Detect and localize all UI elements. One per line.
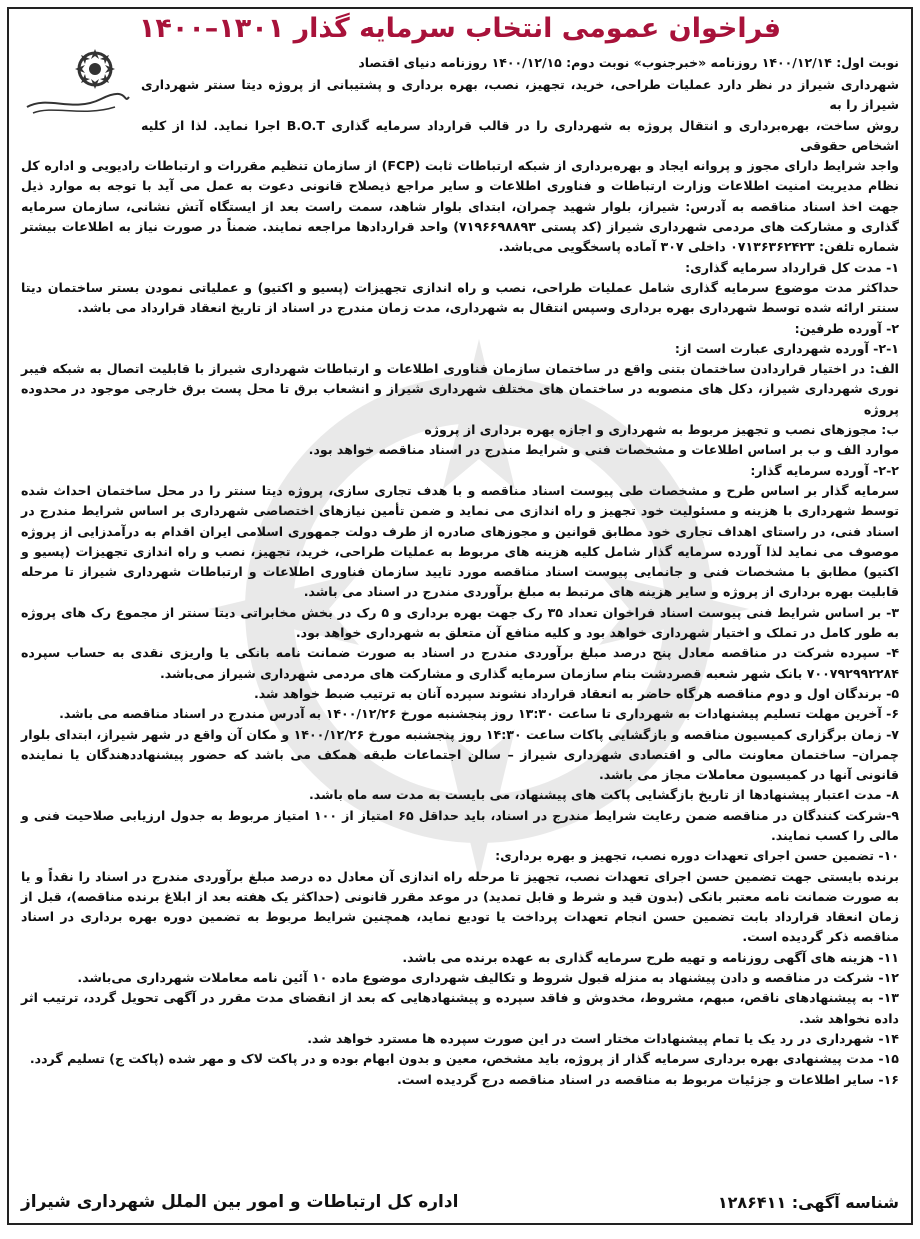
page-title: فراخوان عمومی انتخاب سرمایه گذار ۱۳۰۱–۱۴۰۰ <box>138 13 782 44</box>
section-2-2-text: سرمایه گذار بر اساس طرح و مشخصات طی پیوست اسناد مناقصه و با هدف تجاری سازی، پروژه دیتا سنتر را در محل ساختمان احداث شده توسط شهرداری با هزینه و مسئولیت خود تجهیز و راه اندازی می نماید و ضمن تأمین نیازهای اختصاصی شهرداری بر اساس شرایط مندرج در اسناد فنی، در راستای اهداف تجاری خود مطابق قوانین و مجوزهای صادره از طرف دولت جمهوری اسلامی ایران اقدام به درآمدزایی از پروژه موصوف می نماید لذا آورده سرمایه گذار شامل کلیه هزینه های مربوط به عملیات طراحی، خرید، تجهیز، نصب و راه اندازی تجهیزات (پسیو و اکتیو) مطابق با مشخصات فنی و جانمایی پیوست اسناد مناقصه مورد تایید سازمان فناوری اطلاعات و ارتباطات شهرداری شیراز تا مرحله قابلیت بهره برداری از پروژه و سایر هزینه های مرتبط به مبلغ برآوردی مندرج در اسناد می باشد. <box>21 482 899 600</box>
section-5: ۵- برندگان اول و دوم مناقصه هرگاه حاضر به انعقاد قرارداد نشوند سپرده آنان به ترتیب ضبط خواهد شد. <box>253 685 899 701</box>
section-10-title: ۱۰- تضمین حسن اجرای تعهدات دوره نصب، تجهیز و بهره برداری: <box>495 848 899 864</box>
section-6: ۶- آخرین مهلت تسلیم پیشنهادات به شهرداری تا ساعت ۱۳:۳۰ روز پنجشنبه مورخ ۱۴۰۰/۱۲/۲۶ به آدرس مندرج در اسناد مناقصه می باشد. <box>59 706 899 722</box>
section-2-title: ۲- آورده طرفین: <box>794 320 899 336</box>
section-1-title: ۱- مدت کل قرارداد سرمایه گذاری: <box>685 259 899 275</box>
publication-dates: نوبت اول: ۱۴۰۰/۱۲/۱۴ روزنامه «خبرجنوب» نوبت دوم: ۱۴۰۰/۱۲/۱۵ روزنامه دنیای اقتصاد <box>358 55 899 70</box>
section-3: ۳- بر اساس شرایط فنی پیوست اسناد فراخوان تعداد ۳۵ رک جهت بهره برداری و ۵ رک در بخش مخابراتی دیتا سنتر از مجموع رک های پروژه به طور کامل در تملک و اختیار شهرداری خواهد بود و کلیه منافع آن متعلق به شهرداری خواهد بود. <box>21 604 899 641</box>
section-2-1-b: ب: مجوزهای نصب و تجهیز مربوط به شهرداری و اجازه بهره برداری از پروژه <box>424 422 899 438</box>
section-2-2-title: ۲-۲- آورده سرمایه گذار: <box>750 462 899 478</box>
section-15: ۱۵- مدت پیشنهادی بهره برداری سرمایه گذار از پروژه، باید مشخص، معین و بدون ابهام بوده و در پاکت لاک و مهر شده (پاکت ج) تسلیم گردد. <box>29 1051 899 1067</box>
section-1-text: حداکثر مدت موضوع سرمایه گذاری شامل عملیات طراحی، نصب و راه اندازی تجهیزات (پسیو و اکتیو) و عملیاتی نمودن بستر ساختمان دیتا سنتر ارائه شده توسط شهرداری بهره برداری وسپس انتقال به شهرداری، مدت زمان مندرج در اسناد از تاریخ انعقاد قرارداد می باشد. <box>21 279 899 316</box>
footer <box>21 1185 899 1219</box>
section-4: ۴- سپرده شرکت در مناقصه معادل پنج درصد مبلغ برآوردی مندرج در اسناد به صورت ضمانت نامه بانکی یا واریزی نقدی به حساب سپرده ۷۰۰۷۹۲۹۹۲۲۸۴ بانک شهر شعبه قصردشت بنام سازمان سرمایه گذاری و مشارکت های مردمی شهرداری شیراز می‌باشد. <box>21 645 899 681</box>
section-9: ۹-شرکت کنندگان در مناقصه ضمن رعایت شرایط مندرج در اسناد، باید حداقل ۶۵ امتیاز از ۱۰۰ امتیاز مربوط به جدول ارزیابی صلاحیت فنی و مالی را کسب نمایند. <box>21 807 899 843</box>
notice-body <box>21 75 899 1090</box>
section-8: ۸- مدت اعتبار پیشنهادها از تاریخ بازگشایی پاکت های پیشنهاد، می بایست به مدت سه ماه باشد. <box>309 787 899 803</box>
intro-line-2: روش ساخت، بهره‌برداری و انتقال پروژه به شهرداری را در قالب قرارداد سرمایه گذاری B.O.T اجرا نماید. لذا از کلیه اشخاص حقوقی <box>141 117 899 153</box>
section-2-1-title: ۲-۱- آورده شهرداری عبارت است از: <box>674 340 899 356</box>
section-13: ۱۳- به پیشنهادهای ناقص، مبهم، مشروط، مخدوش و فاقد سپرده و پیشنهادهایی که بعد از انقضای مدت مقرر در آگهی تحویل گردد، ترتیب اثر داده نخواهد شد. <box>21 990 899 1026</box>
intro-line-1: شهرداری شیراز در نظر دارد عملیات طراحی، خرید، تجهیز، نصب، بهره برداری و پشتیبانی از پروژه دیتا سنتر شهرداری شیراز را به <box>141 77 899 113</box>
section-10-text: برنده بایستی جهت تضمین حسن اجرای تعهدات نصب، تجهیز تا مرحله راه اندازی آن معادل ده درصد مبلغ برآوردی مندرج در اسناد را نقداً و یا به صورت ضمانت نامه معتبر بانکی (بدون قید و شرط و قابل تمدید) در موعد مقرر قانونی (حداکثر یک هفته بعد از ابلاغ برنده مناقصه)، قبل از زمان انعقاد قرارداد بابت تضمین حسن انجام تعهدات پرداخت یا تودیع نماید، همچنین شرایط مربوط به تضمین دوره بهره برداری در اسناد مناقصه ذکر گردیده است. <box>21 868 899 945</box>
notice-page <box>7 7 913 1225</box>
section-14: ۱۴- شهرداری در رد یک یا تمام پیشنهادات مختار است در این صورت سپرده ها مسترد خواهد شد. <box>307 1030 899 1046</box>
intro-paragraph: واجد شرایط دارای مجوز و پروانه ایجاد و بهره‌برداری از شبکه ارتباطات ثابت (FCP) از سازمان تنظیم مقررات و ارتباطات رادیویی و اداره کل نظام مدیریت امنیت اطلاعات وزارت ارتباطات و فناوری اطلاعات و سایر مراجع ذیصلاح قانونی دعوت به عمل می آید با توجه به موارد ذیل جهت اخذ اسناد مناقصه به آدرس: شیراز، بلوار شهید چمران، ابتدای بلوار شاهد، سمت راست بعد از ایستگاه آتش نشانی، سازمان سرمایه گذاری و مشارکت های مردمی شهرداری شیراز (کد پستی ۷۱۹۶۶۹۸۸۹۳) واحد قراردادها مراجعه نمایند. ضمناً در صورت نیاز به اطلاعات بیشتر شماره تلفن: ۰۷۱۳۶۳۶۲۴۲۳ داخلی ۳۰۷ آماده پاسخگویی می‌باشد. <box>21 158 899 255</box>
ad-id: شناسه آگهی: ۱۲۸۶۴۱۱ <box>717 1192 899 1212</box>
section-2-1-a: الف: در اختیار قراردادن ساختمان بتنی واقع در ساختمان سازمان فناوری اطلاعات و ارتباطات شهرداری شیراز با قابلیت اتصال به شبکه فیبر نوری شهرداری شیراز، دکل های منصوبه در ساختمان های مختلف شهرداری شیراز و انشعاب برق تا محل پست برق خارجی موجود در محدوده پروژه <box>21 361 899 417</box>
section-16: ۱۶- سایر اطلاعات و جزئیات مربوط به مناقصه در اسناد مناقصه درج گردیده است. <box>396 1071 899 1087</box>
section-11: ۱۱- هزینه های آگهی روزنامه و تهیه طرح سرمایه گذاری به عهده برنده می باشد. <box>402 949 899 965</box>
section-2-1-c: موارد الف و ب بر اساس اطلاعات و مشخصات فنی و شرایط مندرج در اسناد مناقصه خواهد بود. <box>308 442 899 458</box>
section-7: ۷- زمان برگزاری کمیسیون مناقصه و بازگشایی پاکات ساعت ۱۴:۳۰ روز پنجشنبه مورخ ۱۴۰۰/۱۲/۲۶ و مکان آن واقع در شهر شیراز، ابتدای بلوار چمران– ساختمان معاونت مالی و اقتصادی شهرداری شیراز – سالن اجتماعات طبقه همکف می باشد که حضور پیشنهاددهندگان یا نماینده قانونی آنها در کمیسیون معاملات مجاز می باشد. <box>21 726 899 783</box>
issuing-office: اداره کل ارتباطات و امور بین الملل شهرداری شیراز <box>21 1192 459 1212</box>
section-12: ۱۲- شرکت در مناقصه و دادن پیشنهاد به منزله قبول شروط و تکالیف شهرداری موضوع ماده ۱۰ آئین نامه معاملات شهرداری می‌باشد. <box>77 970 899 986</box>
